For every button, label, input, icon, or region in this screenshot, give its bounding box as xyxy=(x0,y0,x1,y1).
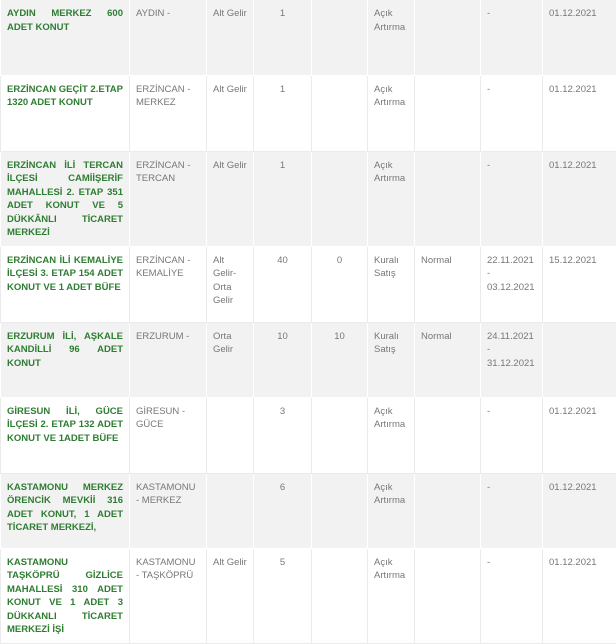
sale-mode-cell xyxy=(415,0,481,75)
sale-type-cell: Açık Artırma xyxy=(368,151,415,246)
project-link[interactable]: ERZİNCAN İLİ TERCAN İLÇESİ CAMİİŞERİF MAHALLESİ 2. ETAP 351 ADET KONUT VE 5 DÜKKÂNLI TİCARET MERKEZİ xyxy=(7,159,123,240)
count2-cell xyxy=(312,75,368,151)
table-row xyxy=(1,246,616,322)
dates-cell: - xyxy=(481,397,543,473)
dates-cell: - xyxy=(481,75,543,151)
sale-type-cell: Kuralı Satış xyxy=(368,246,415,322)
location-cell: ERZURUM - xyxy=(130,322,207,397)
count1-cell: 10 xyxy=(254,322,312,397)
project-link[interactable]: ERZURUM İLİ, AŞKALE KANDİLLİ 96 ADET KONUT xyxy=(7,330,123,371)
dates-cell: - xyxy=(481,151,543,246)
count2-cell: 10 xyxy=(312,322,368,397)
table-row xyxy=(1,0,616,75)
income-cell: Alt Gelir xyxy=(207,548,254,643)
sale-mode-cell xyxy=(415,397,481,473)
dates-cell: 24.11.2021 - 31.12.2021 xyxy=(481,322,543,397)
project-link[interactable]: ERZİNCAN GEÇİT 2.ETAP 1320 ADET KONUT xyxy=(7,83,123,110)
income-cell: Alt Gelir-Orta Gelir xyxy=(207,246,254,322)
income-cell xyxy=(207,397,254,473)
count2-cell xyxy=(312,548,368,643)
project-link[interactable]: ERZİNCAN İLİ KEMALİYE İLÇESİ 3. ETAP 154 ADET KONUT VE 1 ADET BÜFE xyxy=(7,254,123,295)
income-cell: Orta Gelir xyxy=(207,322,254,397)
count1-cell: 1 xyxy=(254,75,312,151)
date-cell xyxy=(543,322,616,397)
count1-cell: 40 xyxy=(254,246,312,322)
count2-cell xyxy=(312,397,368,473)
table-row xyxy=(1,397,616,473)
sale-type-cell: Açık Artırma xyxy=(368,75,415,151)
count2-cell xyxy=(312,473,368,548)
table-row xyxy=(1,75,616,151)
count1-cell: 1 xyxy=(254,0,312,75)
sale-type-cell: Açık Artırma xyxy=(368,548,415,643)
income-cell: Alt Gelir xyxy=(207,151,254,246)
sale-mode-cell xyxy=(415,548,481,643)
count2-cell xyxy=(312,151,368,246)
sale-mode-cell xyxy=(415,473,481,548)
count1-cell: 1 xyxy=(254,151,312,246)
income-cell xyxy=(207,473,254,548)
count1-cell: 6 xyxy=(254,473,312,548)
sale-mode-cell: Normal xyxy=(415,322,481,397)
sale-type-cell: Kuralı Satış xyxy=(368,322,415,397)
project-link[interactable]: KASTAMONU MERKEZ ÖRENCİK MEVKİİ 316 ADET KONUT, 1 ADET TİCARET MERKEZİ, xyxy=(7,481,123,535)
dates-cell: - xyxy=(481,548,543,643)
project-link[interactable]: GİRESUN İLİ, GÜCE İLÇESİ 2. ETAP 132 ADET KONUT VE 1ADET BÜFE xyxy=(7,405,123,446)
table-row xyxy=(1,151,616,246)
date-cell: 01.12.2021 xyxy=(543,397,616,473)
location-cell: ERZİNCAN - KEMALİYE xyxy=(130,246,207,322)
date-cell: 15.12.2021 xyxy=(543,246,616,322)
project-link[interactable]: AYDIN MERKEZ 600 ADET KONUT xyxy=(7,7,123,34)
table-row xyxy=(1,322,616,397)
date-cell: 01.12.2021 xyxy=(543,548,616,643)
sale-type-cell: Açık Artırma xyxy=(368,0,415,75)
income-cell: Alt Gelir xyxy=(207,75,254,151)
date-cell: 01.12.2021 xyxy=(543,0,616,75)
location-cell: AYDIN - xyxy=(130,0,207,75)
sale-type-cell: Açık Artırma xyxy=(368,397,415,473)
location-cell: ERZİNCAN - TERCAN xyxy=(130,151,207,246)
table-row xyxy=(1,548,616,643)
location-cell: ERZİNCAN - MERKEZ xyxy=(130,75,207,151)
dates-cell: - xyxy=(481,0,543,75)
count1-cell: 3 xyxy=(254,397,312,473)
location-cell: KASTAMONU - TAŞKÖPRÜ xyxy=(130,548,207,643)
count2-cell: 0 xyxy=(312,246,368,322)
project-link[interactable]: KASTAMONU TAŞKÖPRÜ GİZLİCE MAHALLESİ 310 ADET KONUT VE 1 ADET 3 DÜKKANLI TİCARET MERKEZİ İŞİ xyxy=(7,556,123,637)
income-cell: Alt Gelir xyxy=(207,0,254,75)
date-cell: 01.12.2021 xyxy=(543,473,616,548)
count1-cell: 5 xyxy=(254,548,312,643)
count2-cell xyxy=(312,0,368,75)
dates-cell: - xyxy=(481,473,543,548)
date-cell: 01.12.2021 xyxy=(543,75,616,151)
dates-cell: 22.11.2021 - 03.12.2021 xyxy=(481,246,543,322)
date-cell: 01.12.2021 xyxy=(543,151,616,246)
location-cell: KASTAMONU - MERKEZ xyxy=(130,473,207,548)
table-row xyxy=(1,473,616,548)
location-cell: GİRESUN - GÜCE xyxy=(130,397,207,473)
sale-type-cell: Açık Artırma xyxy=(368,473,415,548)
sale-mode-cell: Normal xyxy=(415,246,481,322)
sale-mode-cell xyxy=(415,75,481,151)
sale-mode-cell xyxy=(415,151,481,246)
